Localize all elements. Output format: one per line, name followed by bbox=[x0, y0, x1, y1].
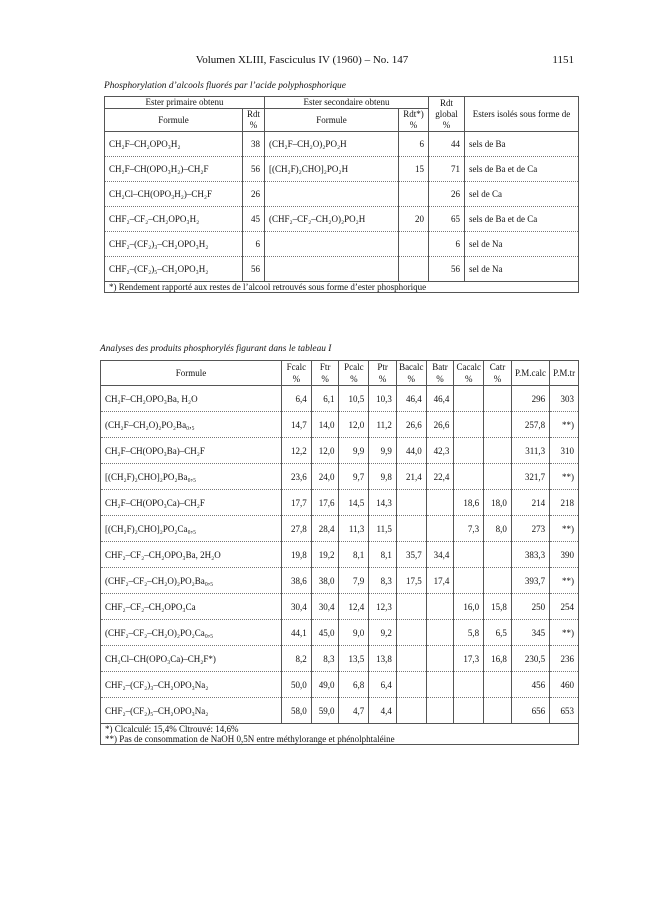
analysis-value: 5,8 bbox=[454, 620, 484, 646]
page-number: 1151 bbox=[552, 54, 574, 66]
analysis-value: 12,4 bbox=[339, 594, 369, 620]
table-row bbox=[105, 257, 579, 282]
percent-unit: % bbox=[407, 374, 416, 384]
primary-formula: CHF₂–(CF₂)₅–CH₂OPO₃H₂ bbox=[105, 257, 243, 282]
analysis-value: 18,6 bbox=[454, 490, 484, 516]
analysis-value: 230,5 bbox=[511, 646, 549, 672]
analysis-value: 9,8 bbox=[369, 464, 397, 490]
column-label: P.M.calc bbox=[515, 368, 546, 378]
analysis-value: 345 bbox=[511, 620, 549, 646]
analysis-value: 8,1 bbox=[369, 542, 397, 568]
compound-formula: CH₂F–CH₂OPO₃Ba, H₂O bbox=[101, 386, 282, 412]
analysis-value: 9,9 bbox=[369, 438, 397, 464]
secondary-yield: 6 bbox=[399, 132, 429, 157]
percent-unit: % bbox=[493, 374, 502, 384]
analysis-value: 46,4 bbox=[426, 386, 454, 412]
isolated-as: sels de Ba et de Ca bbox=[465, 207, 579, 232]
percent-unit: % bbox=[321, 374, 329, 384]
analysis-value: 8,3 bbox=[311, 646, 339, 672]
table-row bbox=[101, 542, 579, 568]
analysis-value: 30,4 bbox=[281, 594, 311, 620]
percent-unit: % bbox=[465, 374, 473, 384]
analysis-value bbox=[454, 542, 484, 568]
primary-yield: 56 bbox=[243, 257, 265, 282]
table-row bbox=[101, 672, 579, 698]
column-label: Cacalc bbox=[456, 362, 482, 372]
analysis-value: 321,7 bbox=[511, 464, 549, 490]
analysis-value bbox=[454, 672, 484, 698]
analysis-value bbox=[454, 386, 484, 412]
analysis-value: 6,1 bbox=[311, 386, 339, 412]
column-label: P.M.tr bbox=[553, 368, 576, 378]
analysis-value: 214 bbox=[511, 490, 549, 516]
analysis-value bbox=[426, 516, 454, 542]
table-row bbox=[101, 698, 579, 724]
analysis-value: 310 bbox=[550, 438, 579, 464]
analysis-value bbox=[396, 516, 426, 542]
isolated-as: sels de Ba et de Ca bbox=[465, 157, 579, 182]
primary-formula: CHF₂–CF₂–CH₂OPO₃H₂ bbox=[105, 207, 243, 232]
analysis-value: 10,3 bbox=[369, 386, 397, 412]
rdt-star-header: Rdt*) % bbox=[399, 109, 429, 132]
table-row bbox=[105, 132, 579, 157]
analysis-value bbox=[484, 438, 512, 464]
analysis-value: **) bbox=[550, 516, 579, 542]
analyses-table bbox=[100, 360, 579, 745]
analysis-value bbox=[454, 412, 484, 438]
analysis-value: 19,2 bbox=[311, 542, 339, 568]
primary-formula: CH₂F–CH₂OPO₃H₂ bbox=[105, 132, 243, 157]
table1-caption: Phosphorylation d’alcools fluorés par l’acide polyphosphorique bbox=[104, 81, 346, 91]
analysis-value: 24,0 bbox=[311, 464, 339, 490]
analysis-value bbox=[426, 698, 454, 724]
analysis-value: 9,2 bbox=[369, 620, 397, 646]
formule-header: Formule bbox=[101, 361, 282, 386]
rdt-global-header: Rdt global % bbox=[429, 97, 465, 132]
global-yield: 6 bbox=[429, 232, 465, 257]
analysis-value: 12,0 bbox=[339, 412, 369, 438]
column-header bbox=[426, 361, 454, 386]
analysis-value bbox=[426, 672, 454, 698]
analysis-value bbox=[396, 646, 426, 672]
analysis-value: 45,0 bbox=[311, 620, 339, 646]
secondary-yield bbox=[399, 182, 429, 207]
compound-formula: CHF₂–CF₂–CH₂OPO₃Ca bbox=[101, 594, 282, 620]
column-label: Ptr bbox=[377, 362, 388, 372]
analysis-value: 257,8 bbox=[511, 412, 549, 438]
secondary-yield: 15 bbox=[399, 157, 429, 182]
column-header bbox=[484, 361, 512, 386]
analysis-value: 17,7 bbox=[281, 490, 311, 516]
analysis-value: 12,3 bbox=[369, 594, 397, 620]
table-row bbox=[101, 438, 579, 464]
analysis-value: 6,8 bbox=[339, 672, 369, 698]
analysis-value: 27,8 bbox=[281, 516, 311, 542]
journal-reference: Volumen XLIII, Fasciculus IV (1960) – No. 147 bbox=[195, 54, 409, 66]
analysis-value: 393,7 bbox=[511, 568, 549, 594]
analysis-value: 38,6 bbox=[281, 568, 311, 594]
formule-header: Formule bbox=[265, 109, 399, 132]
compound-formula: [(CH₂F)₂CHO]₂PO₂Ba₀,₅ bbox=[101, 464, 282, 490]
analysis-value: 13,8 bbox=[369, 646, 397, 672]
rdt-header: Rdt % bbox=[243, 109, 265, 132]
compound-formula: [(CH₂F)₂CHO]₂PO₂Ca₀,₅ bbox=[101, 516, 282, 542]
table-row bbox=[101, 594, 579, 620]
table-row bbox=[105, 157, 579, 182]
secondary-ester-header: Ester secondaire obtenu bbox=[265, 97, 429, 109]
isolated-as: sel de Na bbox=[465, 257, 579, 282]
primary-yield: 45 bbox=[243, 207, 265, 232]
analysis-value: 13,5 bbox=[339, 646, 369, 672]
analysis-value: 19,8 bbox=[281, 542, 311, 568]
analysis-value bbox=[454, 568, 484, 594]
isolated-as: sel de Na bbox=[465, 232, 579, 257]
analysis-value: 656 bbox=[511, 698, 549, 724]
analysis-value: 653 bbox=[550, 698, 579, 724]
analysis-value bbox=[484, 698, 512, 724]
compound-formula: (CHF₂–CF₂–CH₂O)₂PO₂Ba₀,₅ bbox=[101, 568, 282, 594]
analysis-value: 11,3 bbox=[339, 516, 369, 542]
table-row bbox=[105, 207, 579, 232]
analysis-value bbox=[396, 672, 426, 698]
analysis-value: 9,9 bbox=[339, 438, 369, 464]
compound-formula: (CH₂F–CH₂O)₂PO₂Ba₀,₅ bbox=[101, 412, 282, 438]
analysis-value: 4,7 bbox=[339, 698, 369, 724]
primary-formula: CH₂Cl–CH(OPO₃H₂)–CH₂F bbox=[105, 182, 243, 207]
secondary-formula bbox=[265, 182, 399, 207]
primary-yield: 56 bbox=[243, 157, 265, 182]
table1-footnote: *) Rendement rapporté aux restes de l’alcool retrouvés sous forme d’ester phosphorique bbox=[105, 282, 579, 293]
table2-caption: Analyses des produits phosphorylés figurant dans le tableau I bbox=[100, 344, 332, 354]
analysis-value bbox=[484, 542, 512, 568]
analysis-value bbox=[426, 620, 454, 646]
analysis-value: 12,0 bbox=[311, 438, 339, 464]
analysis-value: 236 bbox=[550, 646, 579, 672]
column-label: Batr bbox=[432, 362, 448, 372]
table-row bbox=[101, 490, 579, 516]
secondary-formula: (CHF₂–CF₂–CH₂O)₂PO₂H bbox=[265, 207, 399, 232]
primary-formula: CHF₂–(CF₂)₃–CH₂OPO₃H₂ bbox=[105, 232, 243, 257]
analysis-value: **) bbox=[550, 568, 579, 594]
analysis-value: 8,1 bbox=[339, 542, 369, 568]
analysis-value: 14,3 bbox=[369, 490, 397, 516]
analysis-value bbox=[426, 646, 454, 672]
table-row bbox=[101, 412, 579, 438]
analysis-value: 21,4 bbox=[396, 464, 426, 490]
analysis-value: 14,7 bbox=[281, 412, 311, 438]
analysis-value: 456 bbox=[511, 672, 549, 698]
analysis-value: 7,9 bbox=[339, 568, 369, 594]
analysis-value: 9,0 bbox=[339, 620, 369, 646]
analysis-value: 11,2 bbox=[369, 412, 397, 438]
secondary-formula bbox=[265, 232, 399, 257]
analysis-value: 390 bbox=[550, 542, 579, 568]
analysis-value: 383,3 bbox=[511, 542, 549, 568]
analysis-value: 8,2 bbox=[281, 646, 311, 672]
column-label: Ftr bbox=[319, 362, 331, 372]
analysis-value bbox=[396, 594, 426, 620]
analysis-value: 16,8 bbox=[484, 646, 512, 672]
analysis-value: 42,3 bbox=[426, 438, 454, 464]
analysis-value: **) bbox=[550, 412, 579, 438]
formule-header: Formule bbox=[105, 109, 243, 132]
analysis-value: 4,4 bbox=[369, 698, 397, 724]
primary-yield: 38 bbox=[243, 132, 265, 157]
analysis-value: 6,5 bbox=[484, 620, 512, 646]
global-yield: 71 bbox=[429, 157, 465, 182]
compound-formula: CH₂F–CH(OPO₃Ba)–CH₂F bbox=[101, 438, 282, 464]
analysis-value: 59,0 bbox=[311, 698, 339, 724]
analysis-value bbox=[484, 464, 512, 490]
analysis-value: 17,3 bbox=[454, 646, 484, 672]
analysis-value: 303 bbox=[550, 386, 579, 412]
table-row bbox=[101, 464, 579, 490]
analysis-value: 22,4 bbox=[426, 464, 454, 490]
analysis-value: 250 bbox=[511, 594, 549, 620]
analysis-value: 49,0 bbox=[311, 672, 339, 698]
percent-unit: % bbox=[436, 374, 444, 384]
compound-formula: CHF₂–(CF₂)₃–CH₂OPO₃Na₂ bbox=[101, 672, 282, 698]
analysis-value bbox=[396, 698, 426, 724]
table-row bbox=[105, 232, 579, 257]
analysis-value: 17,6 bbox=[311, 490, 339, 516]
analysis-value: 296 bbox=[511, 386, 549, 412]
isolated-as: sels de Ba bbox=[465, 132, 579, 157]
analysis-value: 311,3 bbox=[511, 438, 549, 464]
analysis-value bbox=[426, 490, 454, 516]
analysis-value bbox=[484, 672, 512, 698]
analysis-value: 44,1 bbox=[281, 620, 311, 646]
analysis-value: 218 bbox=[550, 490, 579, 516]
column-label: Pcalc bbox=[344, 362, 364, 372]
analysis-value: 16,0 bbox=[454, 594, 484, 620]
analysis-value bbox=[454, 464, 484, 490]
compound-formula: CHF₂–CF₂–CH₂OPO₃Ba, 2H₂O bbox=[101, 542, 282, 568]
percent-unit: % bbox=[350, 374, 358, 384]
analysis-value: 254 bbox=[550, 594, 579, 620]
table-row bbox=[105, 182, 579, 207]
global-yield: 56 bbox=[429, 257, 465, 282]
analysis-value: 7,3 bbox=[454, 516, 484, 542]
primary-ester-header: Ester primaire obtenu bbox=[105, 97, 265, 109]
page-header bbox=[102, 54, 574, 68]
analysis-value bbox=[484, 386, 512, 412]
secondary-formula: [(CH₂F)₂CHO]₂PO₂H bbox=[265, 157, 399, 182]
esters-header: Esters isolés sous forme de bbox=[465, 97, 579, 132]
analysis-value: 58,0 bbox=[281, 698, 311, 724]
analysis-value: 50,0 bbox=[281, 672, 311, 698]
analysis-value bbox=[484, 412, 512, 438]
analysis-value: 30,4 bbox=[311, 594, 339, 620]
column-label: Fcalc bbox=[286, 362, 307, 372]
analysis-value: 11,5 bbox=[369, 516, 397, 542]
analysis-value: 460 bbox=[550, 672, 579, 698]
phosphorylation-table bbox=[104, 96, 579, 293]
analysis-value: 12,2 bbox=[281, 438, 311, 464]
global-yield: 65 bbox=[429, 207, 465, 232]
isolated-as: sel de Ca bbox=[465, 182, 579, 207]
secondary-yield: 20 bbox=[399, 207, 429, 232]
analysis-value bbox=[396, 490, 426, 516]
column-header bbox=[550, 361, 579, 386]
analysis-value: 28,4 bbox=[311, 516, 339, 542]
analysis-value: 38,0 bbox=[311, 568, 339, 594]
global-yield: 26 bbox=[429, 182, 465, 207]
table-row bbox=[101, 646, 579, 672]
analysis-value: 10,5 bbox=[339, 386, 369, 412]
secondary-yield bbox=[399, 257, 429, 282]
table-row bbox=[101, 620, 579, 646]
compound-formula: (CHF₂–CF₂–CH₂O)₂PO₂Ca₀,₅ bbox=[101, 620, 282, 646]
column-label: Bacalc bbox=[399, 362, 424, 372]
analysis-value: **) bbox=[550, 620, 579, 646]
primary-yield: 26 bbox=[243, 182, 265, 207]
column-header bbox=[511, 361, 549, 386]
analysis-value: 9,7 bbox=[339, 464, 369, 490]
column-header bbox=[396, 361, 426, 386]
compound-formula: CH₂F–CH(OPO₃Ca)–CH₂F bbox=[101, 490, 282, 516]
secondary-yield bbox=[399, 232, 429, 257]
analysis-value: 8,0 bbox=[484, 516, 512, 542]
analysis-value: 23,6 bbox=[281, 464, 311, 490]
global-yield: 44 bbox=[429, 132, 465, 157]
analysis-value bbox=[426, 594, 454, 620]
analysis-value: 44,0 bbox=[396, 438, 426, 464]
analysis-value: 46,4 bbox=[396, 386, 426, 412]
percent-unit: % bbox=[292, 374, 301, 384]
secondary-formula: (CH₂F–CH₂O)₂PO₂H bbox=[265, 132, 399, 157]
analysis-value: 8,3 bbox=[369, 568, 397, 594]
table2-footnote-1: *) Clcalculé: 15,4% Cltrouvé: 14,6% bbox=[101, 724, 579, 735]
column-header bbox=[311, 361, 339, 386]
analysis-value bbox=[484, 568, 512, 594]
analysis-value: 34,4 bbox=[426, 542, 454, 568]
primary-formula: CH₂F–CH(OPO₃H₂)–CH₂F bbox=[105, 157, 243, 182]
table-row bbox=[101, 568, 579, 594]
column-header bbox=[369, 361, 397, 386]
column-header bbox=[339, 361, 369, 386]
analysis-value: 35,7 bbox=[396, 542, 426, 568]
analysis-value bbox=[454, 698, 484, 724]
analysis-value: 17,5 bbox=[396, 568, 426, 594]
analysis-value: 17,4 bbox=[426, 568, 454, 594]
analysis-value: **) bbox=[550, 464, 579, 490]
compound-formula: CH₂Cl–CH(OPO₃Ca)–CH₂F*) bbox=[101, 646, 282, 672]
table-row bbox=[101, 386, 579, 412]
percent-unit: % bbox=[378, 374, 387, 384]
analysis-value: 15,8 bbox=[484, 594, 512, 620]
column-header bbox=[281, 361, 311, 386]
compound-formula: CHF₂–(CF₂)₅–CH₂OPO₃Na₂ bbox=[101, 698, 282, 724]
analysis-value bbox=[454, 438, 484, 464]
column-label: Catr bbox=[489, 362, 506, 372]
secondary-formula bbox=[265, 257, 399, 282]
table-row bbox=[101, 516, 579, 542]
table2-footnote-2: **) Pas de consommation de NaOH 0,5N entre méthylorange et phénolphtaléine bbox=[101, 734, 579, 745]
analysis-value: 6,4 bbox=[369, 672, 397, 698]
column-header bbox=[454, 361, 484, 386]
analysis-value: 26,6 bbox=[426, 412, 454, 438]
analysis-value: 18,0 bbox=[484, 490, 512, 516]
analysis-value: 273 bbox=[511, 516, 549, 542]
analysis-value: 14,0 bbox=[311, 412, 339, 438]
analysis-value: 14,5 bbox=[339, 490, 369, 516]
primary-yield: 6 bbox=[243, 232, 265, 257]
analysis-value bbox=[396, 620, 426, 646]
analysis-value: 6,4 bbox=[281, 386, 311, 412]
analysis-value: 26,6 bbox=[396, 412, 426, 438]
